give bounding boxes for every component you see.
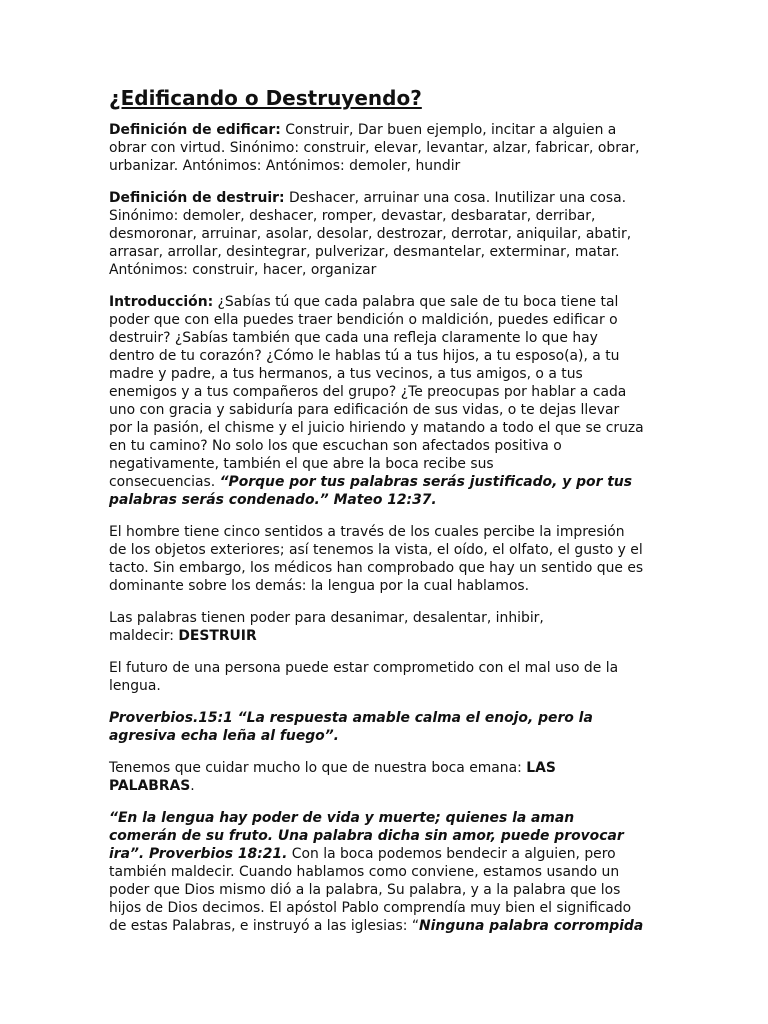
emphasis-run: comerán de su fruto. Una palabra dicha sin amor, puede provocar <box>109 828 624 844</box>
text-line <box>109 727 657 745</box>
text-line <box>109 881 657 899</box>
emphasis-run: Definición de edificar: <box>109 122 281 138</box>
text-run: de estas Palabras, e instruyó a las iglesias: “ <box>109 918 420 934</box>
text-line <box>109 189 657 207</box>
emphasis-run: PALABRAS <box>109 778 191 794</box>
text-run: ¿Sabías tú que cada palabra que sale de tu boca tiene tal <box>213 294 619 310</box>
text-line <box>109 243 657 261</box>
paragraph <box>109 809 657 935</box>
emphasis-run: “En la lengua hay poder de vida y muerte; quienes la aman <box>109 810 575 826</box>
text-line <box>109 419 657 437</box>
text-line <box>109 455 657 473</box>
document-body <box>109 121 657 949</box>
emphasis-run: DESTRUIR <box>178 628 257 644</box>
text-run: destruir? ¿Sabías también que cada una refleja claramente lo que hay <box>109 330 598 346</box>
paragraph <box>109 121 657 175</box>
text-line <box>109 365 657 383</box>
paragraph <box>109 709 657 745</box>
text-run: Sinónimo: demoler, deshacer, romper, devastar, desbaratar, derribar, <box>109 208 596 224</box>
emphasis-run: agresiva echa leña al fuego”. <box>109 728 339 744</box>
text-line <box>109 759 657 777</box>
text-run: por la pasión, el chisme y el juicio hiriendo y matando a todo el que se cruza <box>109 420 644 436</box>
text-line <box>109 899 657 917</box>
emphasis-run: Proverbios.15:1 “La respuesta amable calma el enojo, pero la <box>109 710 593 726</box>
text-run: dentro de tu corazón? ¿Cómo le hablas tú a tus hijos, a tu esposo(a), a tu <box>109 348 620 364</box>
text-run: dominante sobre los demás: la lengua por la cual hablamos. <box>109 578 530 594</box>
emphasis-run: LAS <box>526 760 556 776</box>
text-run: enemigos y a tus compañeros del grupo? ¿Te preocupas por hablar a cada <box>109 384 627 400</box>
document-title: ¿Edificando o Destruyendo? <box>109 86 422 110</box>
emphasis-run: ira”. Proverbios 18:21. <box>109 846 288 862</box>
text-line <box>109 329 657 347</box>
text-run: Construir, Dar buen ejemplo, incitar a alguien a <box>280 122 617 138</box>
text-line <box>109 863 657 881</box>
text-line <box>109 777 657 795</box>
text-line <box>109 609 657 627</box>
text-run: obrar con virtud. Sinónimo: construir, elevar, levantar, alzar, fabricar, obrar, <box>109 140 640 156</box>
text-run: Las palabras tienen poder para desanimar, desalentar, inhibir, <box>109 610 544 626</box>
text-run: hijos de Dios decimos. El apóstol Pablo comprendía muy bien el significado <box>109 900 632 916</box>
text-run: en tu camino? No solo los que escuchan son afectados positiva o <box>109 438 562 454</box>
text-line <box>109 311 657 329</box>
paragraph <box>109 609 657 645</box>
emphasis-run: Definición de destruir: <box>109 190 285 206</box>
text-run: urbanizar. Antónimos: Antónimos: demoler, hundir <box>109 158 461 174</box>
text-run: Tenemos que cuidar mucho lo que de nuestra boca emana: <box>109 760 527 776</box>
text-line <box>109 627 657 645</box>
emphasis-run: “Porque por tus palabras serás justificado, y por tus <box>219 474 633 490</box>
text-run: lengua. <box>109 678 161 694</box>
text-run: El futuro de una persona puede estar comprometido con el mal uso de la <box>109 660 619 676</box>
paragraph <box>109 189 657 279</box>
text-run: consecuencias. <box>109 474 220 490</box>
text-run: maldecir: <box>109 628 179 644</box>
text-line <box>109 293 657 311</box>
emphasis-run: Ninguna palabra corrompida <box>419 918 644 934</box>
text-run: uno con gracia y sabiduría para edificación de sus vidas, o te dejas llevar <box>109 402 620 418</box>
text-line <box>109 437 657 455</box>
text-line <box>109 121 657 139</box>
text-run: Deshacer, arruinar una cosa. Inutilizar una cosa. <box>284 190 627 206</box>
text-line <box>109 157 657 175</box>
text-run: Antónimos: construir, hacer, organizar <box>109 262 377 278</box>
paragraph <box>109 293 657 509</box>
text-line <box>109 709 657 727</box>
text-run: tacto. Sin embargo, los médicos han comprobado que hay un sentido que es <box>109 560 644 576</box>
paragraph <box>109 759 657 795</box>
text-run: El hombre tiene cinco sentidos a través de los cuales percibe la impresión <box>109 524 625 540</box>
text-line <box>109 261 657 279</box>
text-line <box>109 473 657 491</box>
text-run: negativamente, también el que abre la boca recibe sus <box>109 456 494 472</box>
text-run: Con la boca podemos bendecir a alguien, pero <box>287 846 616 862</box>
text-line <box>109 139 657 157</box>
text-line <box>109 225 657 243</box>
emphasis-run: Introducción: <box>109 294 214 310</box>
text-line <box>109 577 657 595</box>
text-line <box>109 207 657 225</box>
text-run: desmoronar, arruinar, asolar, desolar, destrozar, derrotar, aniquilar, abatir, <box>109 226 632 242</box>
emphasis-run: palabras serás condenado.” Mateo 12:37. <box>109 492 437 508</box>
text-run: poder que con ella puedes traer bendición o maldición, puedes edificar o <box>109 312 618 328</box>
text-run: . <box>190 778 195 794</box>
text-line <box>109 541 657 559</box>
paragraph <box>109 523 657 595</box>
text-line <box>109 659 657 677</box>
text-line <box>109 845 657 863</box>
text-run: madre y padre, a tus hermanos, a tus vecinos, a tus amigos, o a tus <box>109 366 583 382</box>
text-line <box>109 491 657 509</box>
text-run: también maldecir. Cuando hablamos como conviene, estamos usando un <box>109 864 620 880</box>
text-run: de los objetos exteriores; así tenemos la vista, el oído, el olfato, el gusto y el <box>109 542 643 558</box>
text-line <box>109 401 657 419</box>
text-line <box>109 917 657 935</box>
text-line <box>109 809 657 827</box>
text-line <box>109 383 657 401</box>
text-line <box>109 523 657 541</box>
text-line <box>109 559 657 577</box>
paragraph <box>109 659 657 695</box>
text-line <box>109 677 657 695</box>
text-line <box>109 347 657 365</box>
text-run: arrasar, arrollar, desintegrar, pulverizar, desmantelar, exterminar, matar. <box>109 244 620 260</box>
text-line <box>109 827 657 845</box>
text-run: poder que Dios mismo dió a la palabra, Su palabra, y a la palabra que los <box>109 882 621 898</box>
